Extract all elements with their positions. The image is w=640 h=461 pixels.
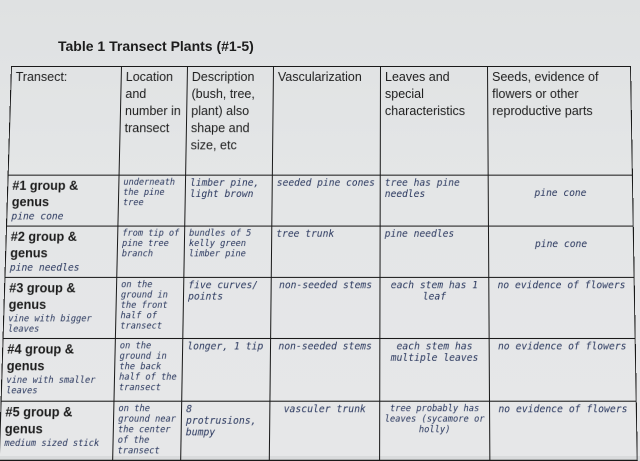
header-seeds: Seeds, evidence of flowers or other reproductive parts: [488, 66, 633, 175]
row-note: pine cone: [11, 211, 64, 223]
transect-table: [0, 66, 638, 461]
header-location: Location and number in transect: [119, 66, 187, 175]
seeds-cell: no evidence of flowers: [490, 401, 638, 460]
vascularization-cell: non-seeded stems: [270, 339, 380, 401]
leaves-cell: each stem has 1 leaf: [380, 278, 489, 339]
table-row: [0, 401, 637, 460]
seeds-cell: pine cone: [488, 175, 633, 226]
vascularization-cell: tree trunk: [271, 226, 380, 277]
row-label: #3 group & genus: [8, 281, 76, 313]
header-description: Description (bush, tree, plant) also shape and size, etc: [186, 66, 274, 175]
vascularization-cell: non-seeded stems: [271, 278, 380, 339]
header-row: [8, 66, 632, 175]
table-row: [3, 278, 635, 339]
location-cell: underneath the pine tree: [118, 175, 186, 226]
row-note: vine with smaller leaves: [5, 375, 96, 397]
header-vascularization: Vascularization: [272, 66, 380, 175]
transect-table-wrapper: [0, 66, 637, 461]
row-note: vine with bigger leaves: [7, 314, 92, 336]
table-row: [1, 339, 636, 401]
row-1-label-cell: [7, 175, 120, 226]
row-label: #2 group & genus: [10, 229, 78, 261]
vascularization-cell: seeded pine cones: [272, 175, 380, 226]
description-cell: five curves/ points: [183, 278, 271, 339]
seeds-cell: pine cone: [488, 226, 634, 277]
vascularization-cell: vasculer trunk: [269, 401, 379, 460]
row-2-label-cell: [5, 226, 118, 277]
description-cell: longer, 1 tip: [182, 339, 271, 401]
location-cell: on the ground in the front half of transect: [115, 278, 183, 339]
header-transect: Transect:: [8, 66, 121, 175]
leaves-cell: tree probably has leaves (sycamore or holly): [380, 401, 490, 460]
row-label: #5 group & genus: [4, 404, 73, 437]
header-leaves: Leaves and special characteristics: [380, 66, 488, 175]
description-cell: bundles of 5 kelly green limber pine: [184, 226, 272, 277]
description-cell: 8 protrusions, bumpy: [181, 401, 270, 460]
leaves-cell: pine needles: [380, 226, 489, 277]
location-cell: on the ground in the back half of the transect: [114, 339, 183, 401]
table-row: [7, 175, 634, 226]
leaves-cell: tree has pine needles: [380, 175, 488, 226]
row-label: #4 group & genus: [6, 342, 75, 374]
table-row: [5, 226, 634, 277]
table-title: Table 1 Transect Plants (#1-5): [58, 38, 254, 54]
location-cell: on the ground near the center of the transect: [113, 401, 182, 460]
row-3-label-cell: [3, 278, 117, 339]
seeds-cell: no evidence of flowers: [489, 339, 636, 401]
seeds-cell: no evidence of flowers: [489, 278, 635, 339]
row-4-label-cell: [1, 339, 115, 401]
row-note: medium sized stick: [4, 438, 100, 449]
leaves-cell: each stem has multiple leaves: [380, 339, 490, 401]
location-cell: from tip of pine tree branch: [117, 226, 185, 277]
row-label: #1 group & genus: [11, 178, 79, 210]
row-5-label-cell: [0, 401, 114, 460]
description-cell: limber pine, light brown: [185, 175, 273, 226]
row-note: pine needles: [9, 262, 80, 274]
